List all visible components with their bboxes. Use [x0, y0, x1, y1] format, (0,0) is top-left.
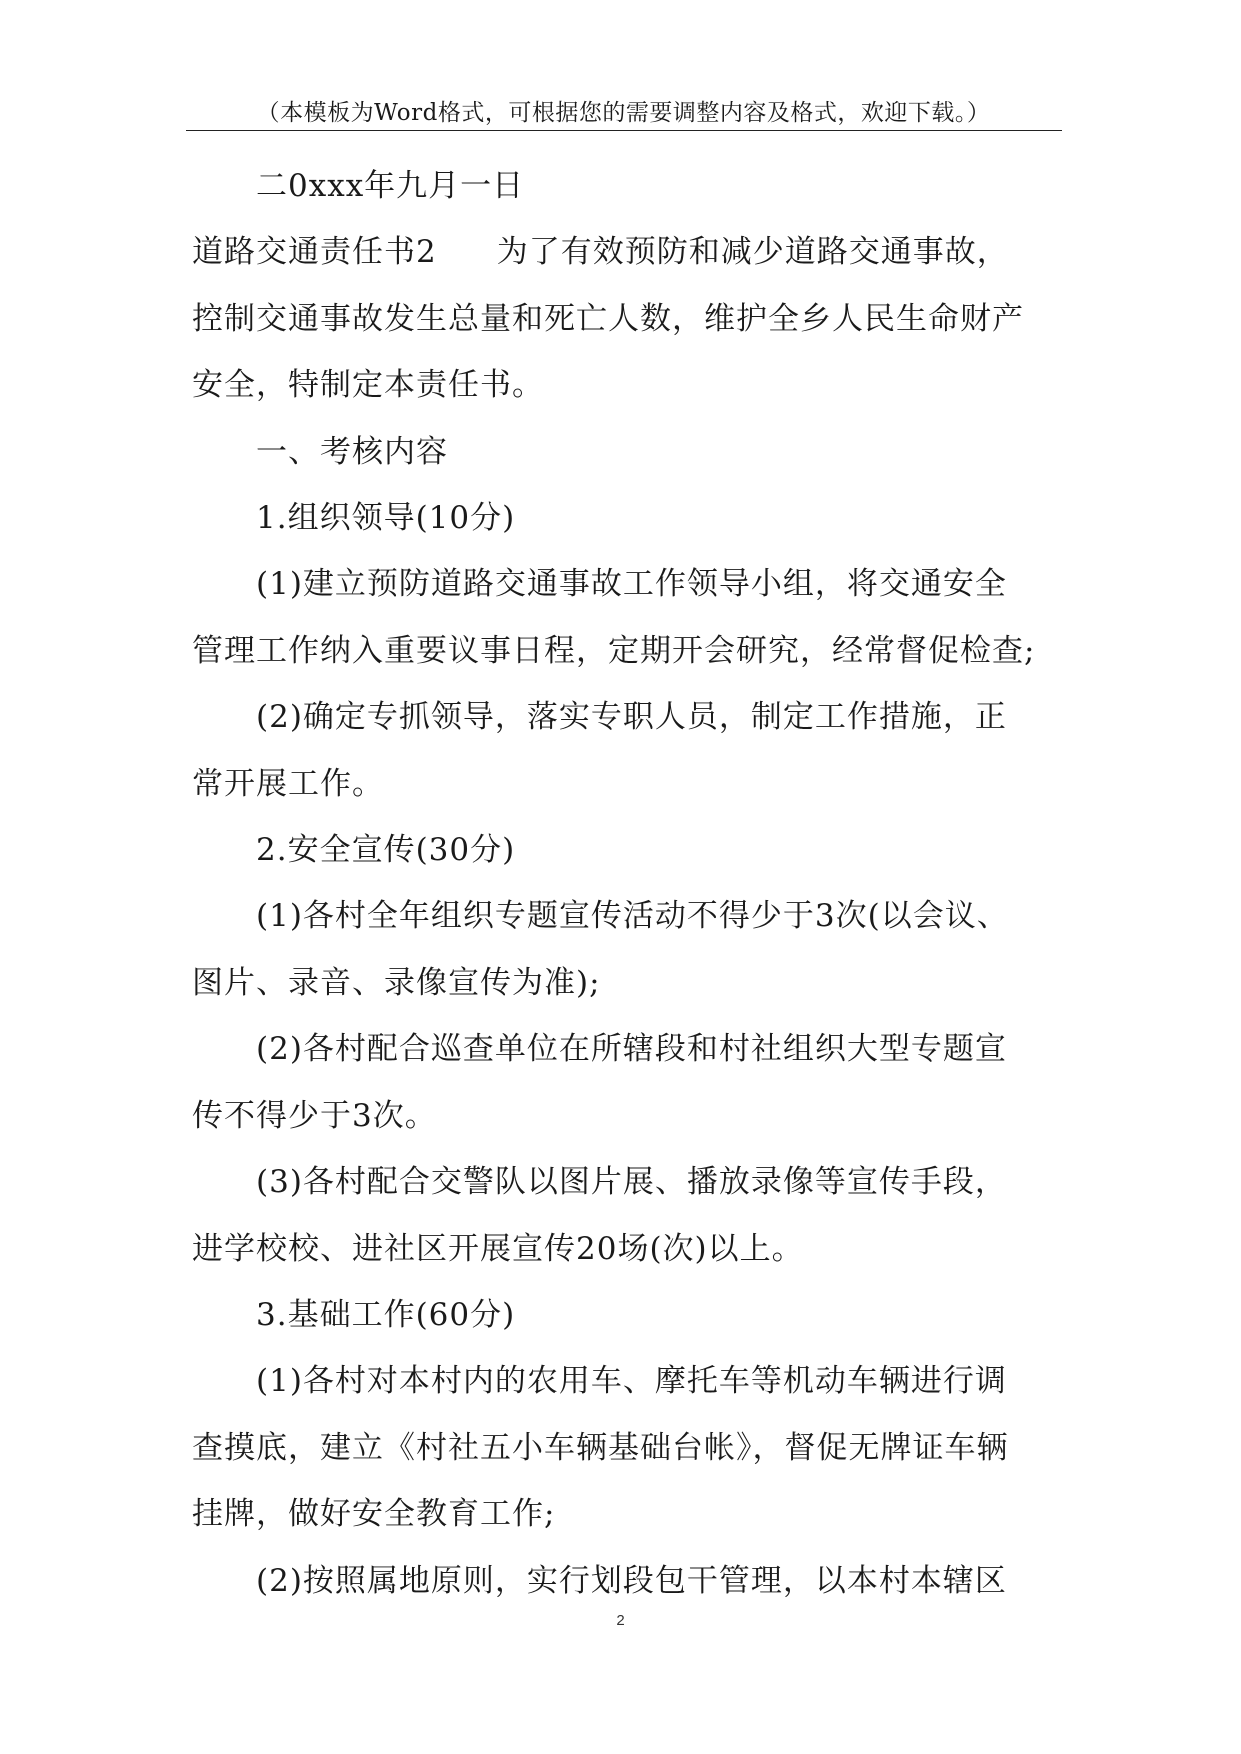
paragraph-line: (3)各村配合交警队以图片展、播放录像等宣传手段，	[256, 1164, 1007, 1201]
subsection-heading: 3.基础工作(60分)	[256, 1296, 516, 1333]
paragraph-line: 进学校校、进社区开展宣传20场(次)以上。	[192, 1230, 804, 1267]
paragraph-line: (2)各村配合巡查单位在所辖段和村社组织大型专题宣	[256, 1031, 1007, 1068]
paragraph-line: 图片、录音、录像宣传为准);	[192, 964, 601, 1001]
section-heading: 一、考核内容	[256, 433, 448, 470]
paragraph-line: (2)确定专抓领导，落实专职人员，制定工作措施，正	[256, 699, 1007, 736]
paragraph-line: 常开展工作。	[192, 765, 384, 802]
paragraph-line: 为了有效预防和减少道路交通事故，	[496, 234, 1009, 271]
paragraph-line: 安全，特制定本责任书。	[192, 367, 544, 404]
paragraph-line: (1)各村全年组织专题宣传活动不得少于3次(以会议、	[256, 898, 1009, 935]
paragraph-line: (1)各村对本村内的农用车、摩托车等机动车辆进行调	[256, 1363, 1007, 1400]
document-body	[192, 153, 1072, 1614]
paragraph-line: (1)建立预防道路交通事故工作领导小组，将交通安全	[256, 566, 1007, 603]
header-note: （本模板为Word格式，可根据您的需要调整内容及格式，欢迎下载。）	[256, 100, 991, 126]
paragraph-line: (2)按照属地原则，实行划段包干管理，以本村本辖区	[256, 1562, 1007, 1599]
subsection-heading: 1.组织领导(10分)	[256, 500, 516, 537]
paragraph-line: 传不得少于3次。	[192, 1097, 437, 1134]
title-line	[192, 219, 1072, 285]
document-title: 道路交通责任书2	[192, 234, 437, 271]
paragraph-line: 控制交通事故发生总量和死亡人数，维护全乡人民生命财产	[192, 300, 1024, 337]
page-number: 2	[616, 1612, 625, 1629]
paragraph-line: 管理工作纳入重要议事日程，定期开会研究，经常督促检查;	[192, 632, 1036, 669]
header-divider	[186, 130, 1062, 131]
paragraph-line: 挂牌，做好安全教育工作;	[192, 1496, 556, 1533]
paragraph-line: 查摸底，建立《村社五小车辆基础台帐》，督促无牌证车辆	[192, 1429, 1009, 1466]
date-line: 二0xxx年九月一日	[256, 168, 525, 204]
subsection-heading: 2.安全宣传(30分)	[256, 832, 516, 869]
